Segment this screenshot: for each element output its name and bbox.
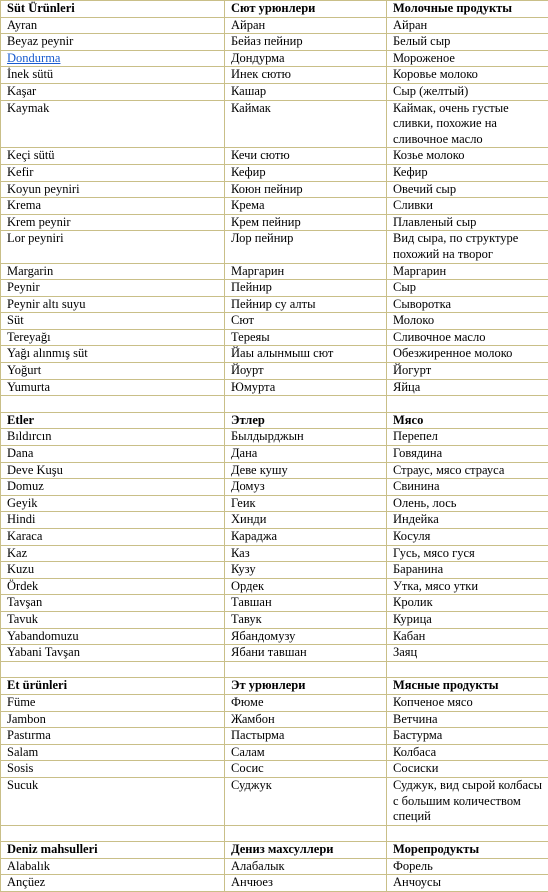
table-row	[1, 363, 548, 380]
cell-russian: Колбаса	[387, 744, 548, 761]
cell-russian: Йогурт	[387, 363, 548, 380]
cell-transliteration: Геик	[225, 495, 387, 512]
cell-turkish: Yabani Tavşan	[1, 645, 225, 662]
cell-transliteration: Инек сютю	[225, 67, 387, 84]
table-row	[1, 761, 548, 778]
cell-transliteration: Тавук	[225, 611, 387, 628]
table-row	[1, 858, 548, 875]
cell-russian: Кролик	[387, 595, 548, 612]
table-row	[1, 744, 548, 761]
cell-russian: Айран	[387, 17, 548, 34]
cell-transliteration: Салам	[225, 744, 387, 761]
cell-turkish: Kaz	[1, 545, 225, 562]
table-row	[1, 512, 548, 529]
table-row	[1, 545, 548, 562]
table-row	[1, 214, 548, 231]
table-row	[1, 711, 548, 728]
table-row	[1, 329, 548, 346]
cell-transliteration: Суджук	[225, 777, 387, 825]
cell-russian: Сливочное масло	[387, 329, 548, 346]
cell-russian: Сыворотка	[387, 296, 548, 313]
cell-russian: Косуля	[387, 529, 548, 546]
cell-turkish: Bıldırcın	[1, 429, 225, 446]
cell-transliteration: Хинди	[225, 512, 387, 529]
cell-turkish: Yoğurt	[1, 363, 225, 380]
cell-transliteration: Крем пейнир	[225, 214, 387, 231]
cell-turkish: Füme	[1, 694, 225, 711]
table-row	[1, 562, 548, 579]
cell-transliteration: Йоурт	[225, 363, 387, 380]
cell-transliteration: Фюме	[225, 694, 387, 711]
cell-russian: Сливки	[387, 198, 548, 215]
cell-turkish: Margarin	[1, 263, 225, 280]
empty-cell	[387, 396, 548, 413]
cell-russian: Копченое мясо	[387, 694, 548, 711]
table-row	[1, 280, 548, 297]
header-cell-russian: Мясо	[387, 412, 548, 429]
cell-turkish: Krem peynir	[1, 214, 225, 231]
cell-turkish: Pastırma	[1, 728, 225, 745]
cell-turkish: Jambon	[1, 711, 225, 728]
header-cell-transliteration: Этлер	[225, 412, 387, 429]
cell-transliteration: Кашар	[225, 83, 387, 100]
cell-transliteration: Ордек	[225, 578, 387, 595]
cell-turkish: Dana	[1, 446, 225, 463]
cell-turkish	[1, 50, 225, 67]
cell-turkish: Sosis	[1, 761, 225, 778]
cell-transliteration: Каз	[225, 545, 387, 562]
section-header-row	[1, 412, 548, 429]
cell-russian: Курица	[387, 611, 548, 628]
cell-turkish: Ayran	[1, 17, 225, 34]
cell-transliteration: Йаы алынмыш сют	[225, 346, 387, 363]
cell-turkish: Deve Kuşu	[1, 462, 225, 479]
section-spacer-row	[1, 661, 548, 678]
cell-transliteration: Пейнир	[225, 280, 387, 297]
header-cell-turkish: Süt Ürünleri	[1, 1, 225, 18]
header-cell-transliteration: Эт урюнлери	[225, 678, 387, 695]
table-row	[1, 429, 548, 446]
cell-russian: Баранина	[387, 562, 548, 579]
empty-cell	[1, 661, 225, 678]
header-cell-transliteration: Дениз махсуллери	[225, 842, 387, 859]
section-spacer-row	[1, 825, 548, 842]
cell-transliteration: Бейаз пейнир	[225, 34, 387, 51]
cell-turkish: Süt	[1, 313, 225, 330]
header-cell-russian: Мясные продукты	[387, 678, 548, 695]
cell-transliteration: Жамбон	[225, 711, 387, 728]
cell-turkish: Tavşan	[1, 595, 225, 612]
cell-turkish: Geyik	[1, 495, 225, 512]
cell-transliteration: Юмурта	[225, 379, 387, 396]
cell-transliteration: Сосис	[225, 761, 387, 778]
cell-transliteration: Кечи сютю	[225, 148, 387, 165]
cell-russian: Свинина	[387, 479, 548, 496]
cell-russian: Молоко	[387, 313, 548, 330]
cell-turkish: Krema	[1, 198, 225, 215]
cell-russian: Вид сыра, по структуре похожий на творог	[387, 231, 548, 263]
cell-transliteration: Деве кушу	[225, 462, 387, 479]
cell-russian: Говядина	[387, 446, 548, 463]
cell-transliteration: Кефир	[225, 164, 387, 181]
cell-transliteration: Дана	[225, 446, 387, 463]
table-row	[1, 296, 548, 313]
cell-russian: Белый сыр	[387, 34, 548, 51]
cell-turkish: Yağı alınmış süt	[1, 346, 225, 363]
header-cell-turkish: Deniz mahsulleri	[1, 842, 225, 859]
cell-turkish: Yumurta	[1, 379, 225, 396]
cell-russian: Ветчина	[387, 711, 548, 728]
empty-cell	[1, 825, 225, 842]
cell-russian: Кабан	[387, 628, 548, 645]
cell-transliteration: Анчюез	[225, 875, 387, 892]
table-row	[1, 728, 548, 745]
empty-cell	[387, 661, 548, 678]
cell-turkish: Tereyağı	[1, 329, 225, 346]
cell-russian: Сыр	[387, 280, 548, 297]
table-row	[1, 263, 548, 280]
cell-turkish: Peynir altı suyu	[1, 296, 225, 313]
table-row	[1, 17, 548, 34]
cell-turkish: Keçi sütü	[1, 148, 225, 165]
table-row	[1, 611, 548, 628]
table-row	[1, 164, 548, 181]
cell-russian: Перепел	[387, 429, 548, 446]
cell-turkish: Kuzu	[1, 562, 225, 579]
table-row	[1, 83, 548, 100]
cell-turkish: Alabalık	[1, 858, 225, 875]
cell-transliteration: Домуз	[225, 479, 387, 496]
table-row	[1, 181, 548, 198]
cell-russian: Овечий сыр	[387, 181, 548, 198]
cell-turkish: Domuz	[1, 479, 225, 496]
cell-transliteration: Айран	[225, 17, 387, 34]
cell-turkish: Peynir	[1, 280, 225, 297]
table-row	[1, 529, 548, 546]
cell-transliteration: Крема	[225, 198, 387, 215]
empty-cell	[225, 661, 387, 678]
cell-russian: Бастурма	[387, 728, 548, 745]
table-row	[1, 628, 548, 645]
word-link[interactable]: Dondurma	[7, 51, 60, 65]
empty-cell	[225, 825, 387, 842]
cell-russian: Маргарин	[387, 263, 548, 280]
vocabulary-table-body	[1, 1, 548, 892]
cell-turkish: Karaca	[1, 529, 225, 546]
table-row	[1, 34, 548, 51]
cell-russian: Мороженое	[387, 50, 548, 67]
table-row	[1, 875, 548, 892]
cell-transliteration: Былдырджын	[225, 429, 387, 446]
cell-turkish: Koyun peyniri	[1, 181, 225, 198]
cell-turkish: Lor peyniri	[1, 231, 225, 263]
cell-russian: Каймак, очень густые сливки, похожие на сливочное масло	[387, 100, 548, 148]
section-header-row	[1, 1, 548, 18]
cell-transliteration: Дондурма	[225, 50, 387, 67]
empty-cell	[387, 825, 548, 842]
cell-russian: Индейка	[387, 512, 548, 529]
cell-transliteration: Караджа	[225, 529, 387, 546]
cell-russian: Коровье молоко	[387, 67, 548, 84]
header-cell-transliteration: Сют урюнлери	[225, 1, 387, 18]
cell-turkish: Tavuk	[1, 611, 225, 628]
section-header-row	[1, 678, 548, 695]
cell-russian: Утка, мясо утки	[387, 578, 548, 595]
cell-transliteration: Тавшан	[225, 595, 387, 612]
empty-cell	[225, 396, 387, 413]
cell-transliteration: Каймак	[225, 100, 387, 148]
table-row	[1, 462, 548, 479]
table-row	[1, 578, 548, 595]
table-row	[1, 379, 548, 396]
cell-russian: Суджук, вид сырой колбасы с большим количеством специй	[387, 777, 548, 825]
cell-russian: Сыр (желтый)	[387, 83, 548, 100]
table-row	[1, 198, 548, 215]
cell-russian: Анчоусы	[387, 875, 548, 892]
cell-russian: Сосиски	[387, 761, 548, 778]
cell-transliteration: Пастырма	[225, 728, 387, 745]
table-row	[1, 479, 548, 496]
cell-russian: Плавленый сыр	[387, 214, 548, 231]
empty-cell	[1, 396, 225, 413]
table-row	[1, 100, 548, 148]
cell-russian: Яйца	[387, 379, 548, 396]
cell-turkish: Kaşar	[1, 83, 225, 100]
table-row	[1, 645, 548, 662]
cell-russian: Гусь, мясо гуся	[387, 545, 548, 562]
table-row	[1, 595, 548, 612]
cell-russian: Страус, мясо страуса	[387, 462, 548, 479]
header-cell-turkish: Et ürünleri	[1, 678, 225, 695]
table-row	[1, 777, 548, 825]
table-row	[1, 346, 548, 363]
header-cell-turkish: Etler	[1, 412, 225, 429]
cell-turkish: İnek sütü	[1, 67, 225, 84]
cell-turkish: Beyaz peynir	[1, 34, 225, 51]
cell-turkish: Salam	[1, 744, 225, 761]
cell-transliteration: Маргарин	[225, 263, 387, 280]
cell-russian: Форель	[387, 858, 548, 875]
table-row	[1, 446, 548, 463]
header-cell-russian: Молочные продукты	[387, 1, 548, 18]
cell-transliteration: Лор пейнир	[225, 231, 387, 263]
section-header-row	[1, 842, 548, 859]
cell-transliteration: Ябани тавшан	[225, 645, 387, 662]
table-row	[1, 313, 548, 330]
table-row	[1, 231, 548, 263]
cell-russian: Кефир	[387, 164, 548, 181]
cell-turkish: Ördek	[1, 578, 225, 595]
table-row	[1, 148, 548, 165]
cell-turkish: Kefir	[1, 164, 225, 181]
cell-russian: Козье молоко	[387, 148, 548, 165]
section-spacer-row	[1, 396, 548, 413]
cell-russian: Олень, лось	[387, 495, 548, 512]
cell-transliteration: Ябандомузу	[225, 628, 387, 645]
cell-russian: Заяц	[387, 645, 548, 662]
cell-transliteration: Коюн пейнир	[225, 181, 387, 198]
cell-transliteration: Пейнир су алты	[225, 296, 387, 313]
table-row	[1, 495, 548, 512]
cell-turkish: Kaymak	[1, 100, 225, 148]
cell-transliteration: Алабалык	[225, 858, 387, 875]
table-row	[1, 67, 548, 84]
header-cell-russian: Морепродукты	[387, 842, 548, 859]
cell-transliteration: Терeяы	[225, 329, 387, 346]
cell-turkish: Ançüez	[1, 875, 225, 892]
cell-turkish: Sucuk	[1, 777, 225, 825]
cell-transliteration: Кузу	[225, 562, 387, 579]
cell-russian: Обезжиренное молоко	[387, 346, 548, 363]
table-row	[1, 50, 548, 67]
cell-turkish: Yabandomuzu	[1, 628, 225, 645]
table-row	[1, 694, 548, 711]
cell-turkish: Hindi	[1, 512, 225, 529]
cell-transliteration: Сют	[225, 313, 387, 330]
